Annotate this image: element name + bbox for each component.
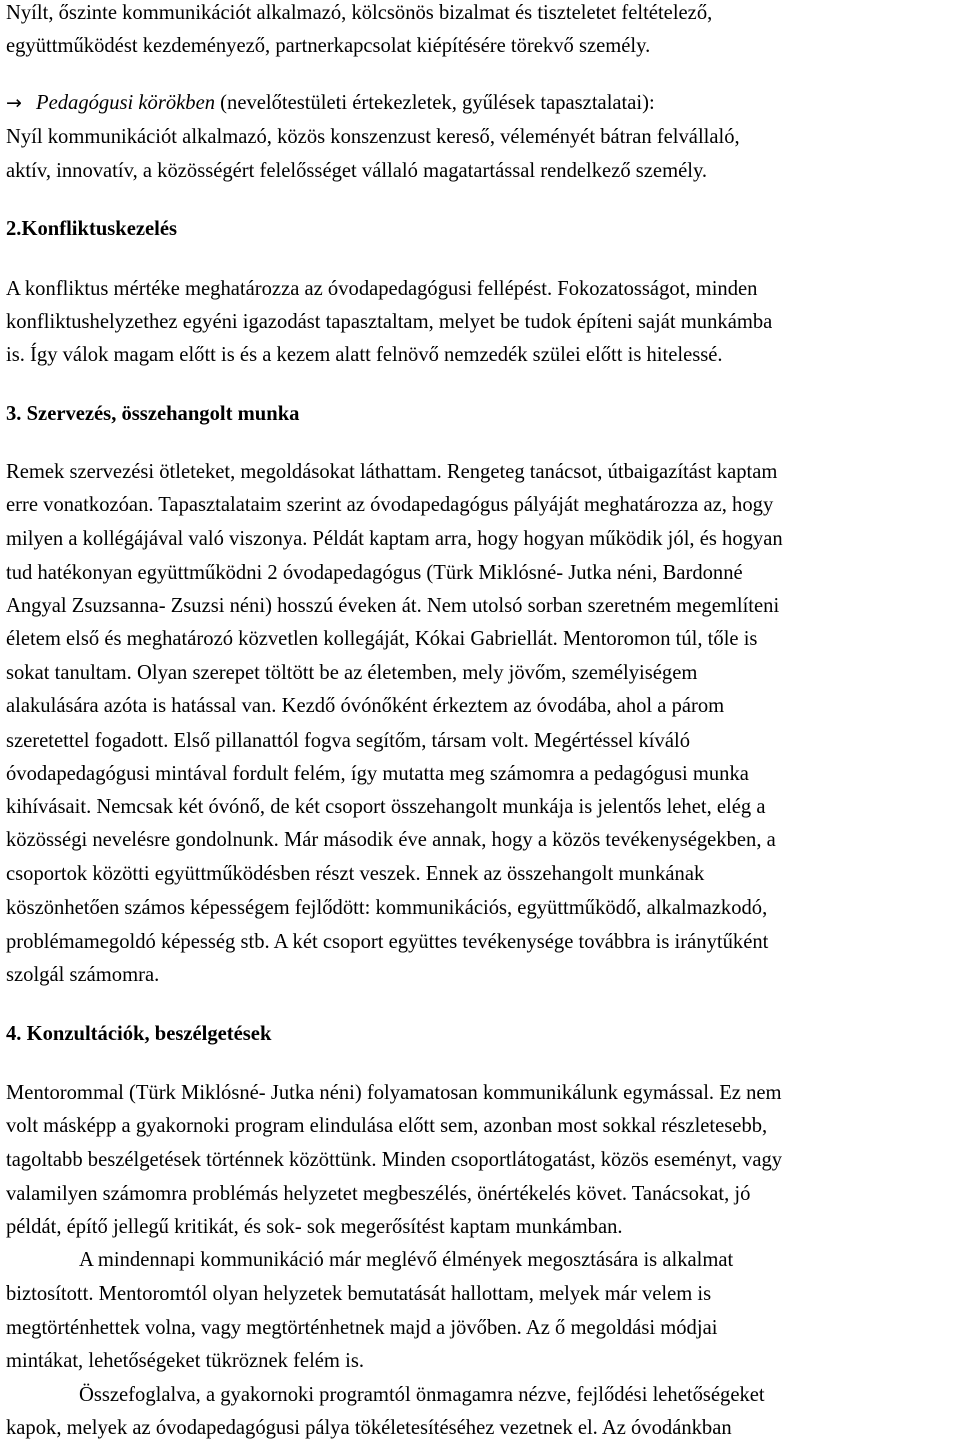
section-4-indented-line: Összefoglalva, a gyakornoki programtól önmagamra nézve, fejlődési lehetőségeket xyxy=(79,1384,765,1406)
arrow-right-icon: → xyxy=(6,92,22,114)
section-3-line: problémamegoldó képesség stb. A két csoport együttes tevékenysége továbbra is iránytűként xyxy=(6,931,769,953)
arrow-paragraph-line xyxy=(6,90,655,116)
section-4-heading: 4. Konzultációk, beszélgetések xyxy=(6,1023,272,1045)
section-2-line: is. Így válok magam előtt is és a kezem alatt felnövő nemzedék szülei előtt is hitelessé. xyxy=(6,344,723,366)
section-3-line: sokat tanultam. Olyan szerepet töltött be az életemben, mely jövőm, személyiségem xyxy=(6,662,698,684)
section-4-line: tagoltabb beszélgetések történnek közöttünk. Minden csoportlátogatást, közös eseményt, vagy xyxy=(6,1149,783,1171)
section-3-line: erre vonatkozóan. Tapasztalataim szerint az óvodapedagógus pályáját meghatározza az, hogy xyxy=(6,494,774,516)
section-3-line: életem első és meghatározó közvetlen kollegáját, Kókai Gabriellát. Mentoromon túl, tőle is xyxy=(6,628,758,650)
section-3-line: szolgál számomra. xyxy=(6,964,160,986)
section-4-line: példát, építő jellegű kritikát, és sok- sok megerősítést kaptam munkámban. xyxy=(6,1216,623,1238)
section-3-line: milyen a kollégájával való viszonya. Példát kaptam arra, hogy hogyan működik jól, és hogyan xyxy=(6,528,783,550)
arrow-italic-text: Pedagógusi körökben xyxy=(36,92,216,114)
section-4-line: Mentorommal (Türk Miklósné- Jutka néni) folyamatosan kommunikálunk egymással. Ez nem xyxy=(6,1082,782,1104)
section-4-line: biztosított. Mentoromtól olyan helyzetek bemutatását hallottam, melyek már velem is xyxy=(6,1283,712,1305)
intro-line-4: Nyíl kommunikációt alkalmazó, közös konszenzust kereső, véleményét bátran felvállaló, xyxy=(6,126,740,148)
section-3-line: csoportok közötti együttműködésben részt veszek. Ennek az összehangolt munkának xyxy=(6,863,705,885)
section-3-line: Angyal Zsuzsanna- Zsuzsi néni) hosszú éveken át. Nem utolsó sorban szeretném megemlíteni xyxy=(6,595,780,617)
section-3-line: köszönhetően számos képességem fejlődött: kommunikációs, együttműködő, alkalmazkodó, xyxy=(6,897,768,919)
section-4-line: volt másképp a gyakornoki program elindulása előtt sem, azonban most sokkal részletesebb, xyxy=(6,1115,768,1137)
section-2-line: konfliktushelyzethez egyéni igazodást tapasztaltam, melyet be tudok építeni saját munkámba xyxy=(6,311,773,333)
section-4-line: mintákat, lehetőségeket tükröznek felém is. xyxy=(6,1350,364,1372)
section-3-line: Remek szervezési ötleteket, megoldásokat láthattam. Rengeteg tanácsot, útbaigazítást kaptam xyxy=(6,461,778,483)
section-2-line: A konfliktus mértéke meghatározza az óvodapedagógusi fellépést. Fokozatosságot, minden xyxy=(6,278,758,300)
section-3-line: alakulására azóta is hatással van. Kezdő óvónőként érkeztem az óvodába, ahol a párom xyxy=(6,695,725,717)
section-3-line: szeretettel fogadott. Első pillanattól fogva segítőm, társam volt. Megértéssel kíváló xyxy=(6,730,690,752)
arrow-rest-text: (nevelőtestületi értekezletek, gyűlések tapasztalatai): xyxy=(215,92,655,114)
section-2-heading: 2.Konfliktuskezelés xyxy=(6,218,178,240)
section-3-line: tud hatékonyan együttműködni 2 óvodapedagógus (Türk Miklósné- Jutka néni, Bardonné xyxy=(6,562,743,584)
section-4-line: kapok, melyek az óvodapedagógusi pálya tökéletesítéséhez vezetnek el. Az óvodánkban xyxy=(6,1417,732,1439)
intro-line-1: Nyílt, őszinte kommunikációt alkalmazó, kölcsönös bizalmat és tiszteletet feltételező, xyxy=(6,2,713,24)
section-4-line: valamilyen számomra problémás helyzetet megbeszélés, önértékelés követ. Tanácsokat, jó xyxy=(6,1183,751,1205)
section-3-line: kihívásait. Nemcsak két óvónő, de két csoport összehangolt munkája is jelentős lehet, elég a xyxy=(6,796,766,818)
section-4-indented-line: A mindennapi kommunikáció már meglévő élmények megosztására is alkalmat xyxy=(79,1249,734,1271)
section-4-line: megtörténhettek volna, vagy megtörténhetnek majd a jövőben. Az ő megoldási módjai xyxy=(6,1317,718,1339)
intro-line-5: aktív, innovatív, a közösségért felelősséget vállaló magatartással rendelkező személy. xyxy=(6,160,708,182)
intro-line-2: együttműködést kezdeményező, partnerkapcsolat kiépítésére törekvő személy. xyxy=(6,35,651,57)
section-3-heading: 3. Szervezés, összehangolt munka xyxy=(6,403,300,425)
section-3-line: közösségi nevelésre gondolnunk. Már második éve annak, hogy a közös tevékenységekben, a xyxy=(6,829,776,851)
section-3-line: óvodapedagógusi mintával fordult felém, így mutatta meg számomra a pedagógusi munka xyxy=(6,763,749,785)
